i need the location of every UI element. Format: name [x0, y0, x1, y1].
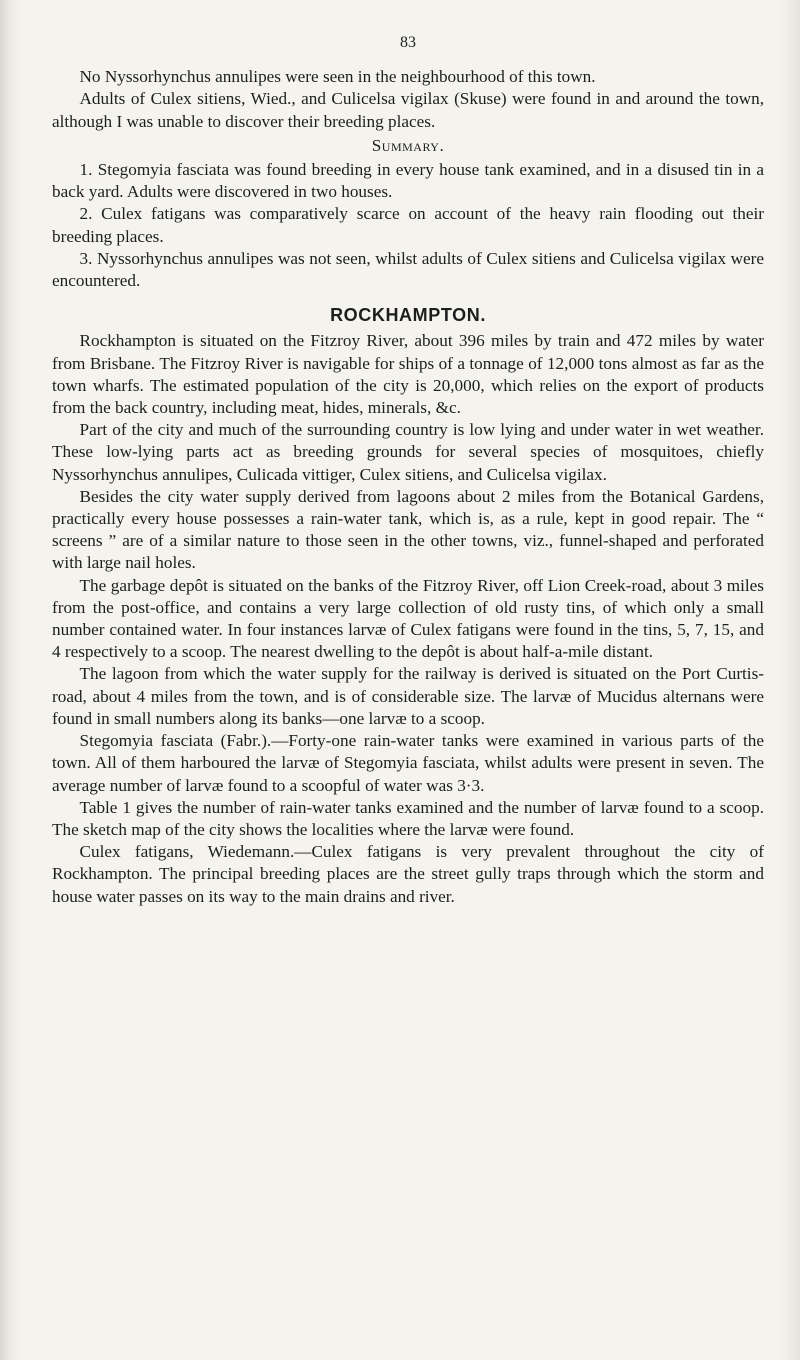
body-paragraph: Part of the city and much of the surrounding country is low lying and under water in wet weather. These low-lying parts act as breeding grounds for several species of mosquitoes, chiefly Nyssorhynchus annulipes, Culicada vittiger, Culex sitiens, and Culicelsa vigilax. [52, 420, 764, 484]
document-body [52, 32, 764, 908]
body-paragraph: Stegomyia fasciata (Fabr.).—Forty-one rain-water tanks were examined in various parts of the town. All of them harboured the larvæ of Stegomyia fasciata, whilst adults were present in seven. The average number of larvæ found to a scoopful of water was 3·3. [52, 731, 764, 795]
summary-item-3: 3. Nyssorhynchus annulipes was not seen, whilst adults of Culex sitiens and Culicelsa vigilax were encountered. [52, 248, 764, 291]
body-paragraph: Table 1 gives the number of rain-water tanks examined and the number of larvæ found to a scoop. The sketch map of the city shows the localities where the larvæ were found. [52, 797, 764, 839]
summary-item-2: 2. Culex fatigans was comparatively scarce on account of the heavy rain flooding out their breeding places. [52, 204, 764, 246]
summary-item-1: 1. Stegomyia fasciata was found breeding in every house tank examined, and in a disused tin in a back yard. Adults were discovered in two houses. [52, 160, 764, 202]
intro-paragraph-1: No Nyssorhynchus annulipes were seen in the neighbourhood of this town. [79, 67, 596, 87]
body-paragraph: Culex fatigans, Wiedemann.—Culex fatigans is very prevalent throughout the city of Rockhampton. The principal breeding places are the street gully traps through which the storm and house water passes on its way to the main drains and river. [52, 842, 764, 906]
body-paragraph: Rockhampton is situated on the Fitzroy River, about 396 miles by train and 472 miles by water from Brisbane. The Fitzroy River is navigable for ships of a tonnage of 12,000 tons almost as far as the town wharfs. The estimated population of the city is 20,000, which relies on the export of products from the back country, including meat, hides, minerals, &c. [52, 331, 764, 418]
body-paragraph: The garbage depôt is situated on the banks of the Fitzroy River, off Lion Creek-road, about 3 miles from the post-office, and contains a very large collection of old rusty tins, of which only a small number contained water. In four instances larvæ of Culex fatigans were found in the tins, 5, 7, 15, and 4 respectively to a scoop. The nearest dwelling to the depôt is about half-a-mile distant. [52, 575, 764, 662]
body-paragraph: Besides the city water supply derived from lagoons about 2 miles from the Botanical Gardens, practically every house possesses a rain-water tank, which is, as a rule, kept in good repair. The “ screens ” are of a similar nature to those seen in the other towns, viz., funnel-shaped and perforated with large nail holes. [52, 486, 764, 573]
section-title: ROCKHAMPTON. [330, 305, 486, 326]
intro-paragraph-2: Adults of Culex sitiens, Wied., and Culicelsa vigilax (Skuse) were found in and around the town, although I was unable to discover their breeding places. [52, 89, 764, 131]
page-number: 83 [400, 34, 416, 51]
summary-heading: Summary. [371, 135, 445, 155]
body-paragraph: The lagoon from which the water supply for the railway is derived is situated on the Port Curtis-road, about 4 miles from the town, and is of considerable size. The larvæ of Mucidus alternans were found in small numbers along its banks—one larvæ to a scoop. [52, 664, 764, 728]
